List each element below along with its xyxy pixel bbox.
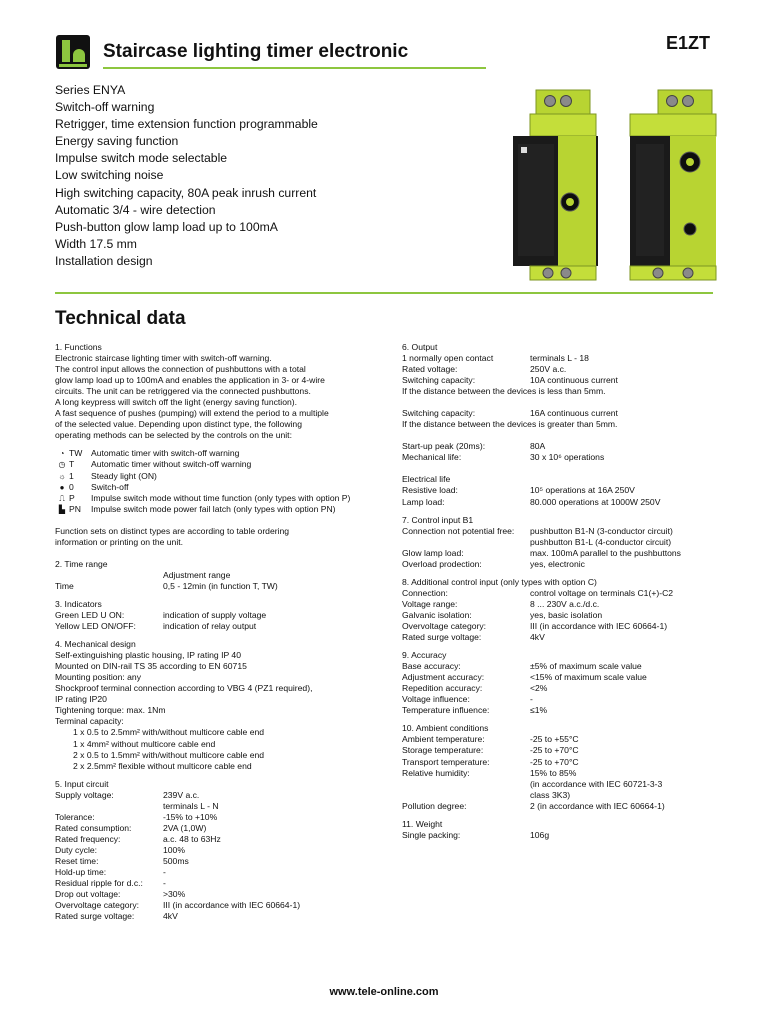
tech-column-left: 1. Functions Electronic staircase lighting timer with switch-off warning. The control input allows the connection of pushbuttons with a total glow lamp load up to 100mA and enables the application in 3- or 4-wire circuits. The unit can be retriggered via the connected pushbuttons. A long keypress will switch off the light (energy saving function). A fast sequence of pushes (pumping) will extend the period to a multiple of the selected value. Depending upon distinct type, the following operating methods can be selected by the controls on the unit: ◔ TW Automatic timer with switch-off warning ◷ T Automatic timer without switch-off warning ☼ 1 Steady light (ON) ● 0 Switch-off ⎍ P Impulse switch mode without time function (only types with option P) ▙ PN Impulse switch mode power fail latch (only types with option PN) Function sets on distinct types are according to table ordering information or printing on the unit. 2. Time range Adjustment range Time 0,5 - 12min (in function T, TW) 3. Indicators Green LED U ON: indication of supply voltage Yellow LED ON/OFF: indication of relay output 4. Mechanical design Self-extinguishing plastic housing, IP rating IP 40 Mounted on DIN-rail TS 35 according to EN 60715 Mounting position: any Shockproof terminal connection according to VBG 4 (PZ1 required), IP rating IP20 Tightening torque: max. 1Nm Terminal capacity: 1 x 0.5 to 2.5mm² with/without multicore cable end 1 x 4mm² without multicore cable end 2 x 0.5 to 1.5mm² with/without multicore cable end 2 x 2.5mm² flexible without multicore cable end 5. Input circuit Supply voltage: 239V a.c. terminals L - N Tolerance: -15% to +10% Rated consumption: 2VA (1,0W) Rated frequency: a.c. 48 to 63Hz Duty cycle: 100% Reset time: 500ms Hold-up time: - Residual ripple for d.c.: - Drop out voltage: >30% Overvoltage category: III (in accordance with IEC 60664-1) Rated surge voltage: 4kV xyxy=(55,342,385,922)
accuracy-heading: 9. Accuracy xyxy=(402,650,447,661)
functions-line: glow lamp load up to 100mA and enables the application in 3- or 4-wire xyxy=(55,375,325,386)
functions-line: The control input allows the connection of pushbuttons with a total xyxy=(55,364,306,375)
light-icon: ☼ xyxy=(58,471,66,481)
feature-item: Width 17.5 mm xyxy=(55,236,137,251)
capacity-line: 2 x 2.5mm² flexible without multicore cable end xyxy=(73,760,252,771)
electrical-life-heading: Electrical life xyxy=(402,474,451,485)
output-note: If the distance between the devices is greater than 5mm. xyxy=(402,419,618,430)
time-range-col-header: Adjustment range xyxy=(163,569,231,580)
time-range-value: 0,5 - 12min (in function T, TW) xyxy=(163,580,278,591)
ambient-row: Storage temperature: -25 to +70°C xyxy=(402,745,579,756)
functions-line: A fast sequence of pushes (pumping) will extend the period to a multiple xyxy=(55,408,329,419)
additional-input-heading: 8. Additional control input (only types with option C) xyxy=(402,576,597,587)
additional-row: Overvoltage category: III (in accordance with IEC 60664-1) xyxy=(402,620,668,631)
control-input-heading: 7. Control input B1 xyxy=(402,514,474,525)
functions-note: information or printing on the unit. xyxy=(55,536,184,547)
feature-item: Impulse switch mode selectable xyxy=(55,151,228,166)
brand-logo xyxy=(56,35,90,69)
functions-note: Function sets on distinct types are according to table ordering xyxy=(55,525,290,536)
indicators-heading: 3. Indicators xyxy=(55,598,102,609)
accuracy-row: Temperature influence: ≤1% xyxy=(402,705,548,716)
additional-row: Voltage range: 8 ... 230V a.c./d.c. xyxy=(402,598,600,609)
accuracy-row: Repedition accuracy: <2% xyxy=(402,683,548,694)
output-row: Start-up peak (20ms): 80A xyxy=(402,441,546,452)
device-angled-view xyxy=(630,90,716,280)
product-image xyxy=(508,84,728,286)
output-note: If the distance between the devices is less than 5mm. xyxy=(402,386,606,397)
input-row: Overvoltage category: III (in accordance with IEC 60664-1) xyxy=(55,900,301,911)
feature-item: Series ENYA xyxy=(55,83,126,97)
ambient-row: class 3K3) xyxy=(530,789,571,800)
ambient-row: (in accordance with IEC 60721-3-3 xyxy=(530,778,663,789)
mechanical-line: Shockproof terminal connection according to VBG 4 (PZ1 required), xyxy=(55,683,313,694)
additional-row: Galvanic isolation: yes, basic isolation xyxy=(402,609,603,620)
device-front-view xyxy=(513,90,598,280)
capacity-line: 2 x 0.5 to 1.5mm² with/without multicore cable end xyxy=(73,749,265,760)
section-divider xyxy=(55,292,713,294)
input-row: terminals L - N xyxy=(163,800,219,811)
output-row: 1 normally open contact terminals L - 18 xyxy=(402,353,589,364)
additional-row: Connection: control voltage on terminals C1(+)-C2 xyxy=(402,587,674,598)
mechanical-line: Self-extinguishing plastic housing, IP rating IP 40 xyxy=(55,650,241,661)
additional-row: Rated surge voltage: 4kV xyxy=(402,632,545,643)
feature-item: Push-button glow lamp load up to 100mA xyxy=(55,219,278,234)
mechanical-heading: 4. Mechanical design xyxy=(55,639,136,650)
input-row: Supply voltage: 239V a.c. xyxy=(55,789,200,800)
functions-line: of the selected value. Depending upon distinct type, the following xyxy=(55,419,302,430)
mode-row: ◔ TW Automatic timer with switch-off warning xyxy=(55,448,385,459)
functions-line: A long keypress will switch off the light (energy saving function). xyxy=(55,397,298,408)
feature-item: High switching capacity, 80A peak inrush current xyxy=(55,185,317,200)
timer-warning-icon: ◔ xyxy=(59,449,65,459)
impulse-icon: ⎍ xyxy=(59,493,65,503)
timer-icon: ◷ xyxy=(58,460,66,470)
footer-url[interactable]: www.tele-online.com xyxy=(329,986,439,998)
feature-item: Low switching noise xyxy=(55,168,164,183)
ambient-row: Relative humidity: 15% to 85% xyxy=(402,767,577,778)
input-heading: 5. Input circuit xyxy=(55,778,109,789)
functions-line: Electronic staircase lighting timer with switch-off warning. xyxy=(55,353,272,364)
functions-line: circuits. The unit can be retriggered via the connected pushbuttons. xyxy=(55,386,311,397)
input-row: Drop out voltage: >30% xyxy=(55,889,186,900)
control-row: Glow lamp load: max. 100mA parallel to the pushbuttons xyxy=(402,547,681,558)
accuracy-row: Voltage influence: - xyxy=(402,694,533,705)
weight-heading: 11. Weight xyxy=(402,818,443,829)
time-range-heading: 2. Time range xyxy=(55,558,108,569)
output-row: Switching capacity: 10A continuous current xyxy=(402,375,618,386)
capacity-line: 1 x 4mm² without multicore cable end xyxy=(73,738,216,749)
feature-item: Installation design xyxy=(55,253,153,268)
ambient-row: Transport temperature: -25 to +70°C xyxy=(402,756,579,767)
mechanical-line: Mounted on DIN-rail TS 35 according to EN 60715 xyxy=(55,661,247,672)
capacity-line: 1 x 0.5 to 2.5mm² with/without multicore cable end xyxy=(73,727,265,738)
feature-item: Retrigger, time extension function programmable xyxy=(55,117,318,132)
mode-row: ⎍ P Impulse switch mode without time function (only types with option P) xyxy=(55,493,385,504)
input-row: Hold-up time: - xyxy=(55,867,166,878)
input-row: Tolerance: -15% to +10% xyxy=(55,811,218,822)
accuracy-row: Base accuracy: ±5% of maximum scale value xyxy=(402,661,642,672)
feature-list xyxy=(55,82,318,270)
technical-data-heading: Technical data xyxy=(55,308,186,329)
latch-icon: ▙ xyxy=(58,504,66,514)
feature-item: Switch-off warning xyxy=(55,100,155,115)
output-heading: 6. Output xyxy=(402,342,438,352)
input-row: Duty cycle: 100% xyxy=(55,844,185,855)
title-underline xyxy=(103,67,486,69)
control-row: pushbutton B1-L (4-conductor circuit) xyxy=(530,536,672,547)
output-row: Rated voltage: 250V a.c. xyxy=(402,364,567,375)
feature-item: Energy saving function xyxy=(55,134,179,149)
mechanical-line: Terminal capacity: xyxy=(55,716,124,727)
output-row: Resistive load: 10⁵ operations at 16A 250V xyxy=(402,485,635,496)
control-row: Connection not potential free: pushbutton B1-N (3-conductor circuit) xyxy=(402,525,673,536)
input-row: Rated surge voltage: 4kV xyxy=(55,911,178,922)
mode-row: ◷ T Automatic timer without switch-off warning xyxy=(55,459,385,470)
tech-column-right xyxy=(402,342,722,841)
output-row: Lamp load: 80.000 operations at 1000W 250V xyxy=(402,496,661,507)
mechanical-line: IP rating IP20 xyxy=(55,694,107,705)
ambient-heading: 10. Ambient conditions xyxy=(402,723,489,734)
input-row: Reset time: 500ms xyxy=(55,855,189,866)
mechanical-line: Tightening torque: max. 1Nm xyxy=(55,705,166,716)
weight-row: Single packing: 106g xyxy=(402,829,550,840)
input-row: Rated frequency: a.c. 48 to 63Hz xyxy=(55,833,221,844)
switch-off-icon: ● xyxy=(59,482,65,492)
mode-row: ☼ 1 Steady light (ON) xyxy=(55,471,385,482)
control-row: Overload prodection: yes, electronic xyxy=(402,558,585,569)
feature-item: Automatic 3/4 - wire detection xyxy=(55,202,216,217)
functions-heading: 1. Functions xyxy=(55,342,102,352)
ambient-row: Ambient temperature: -25 to +55°C xyxy=(402,734,579,745)
input-row: Rated consumption: 2VA (1,0W) xyxy=(55,822,207,833)
mode-row: ● 0 Switch-off xyxy=(55,482,385,493)
accuracy-row: Adjustment accuracy: <15% of maximum scale value xyxy=(402,672,647,683)
product-code: E1ZT xyxy=(666,33,711,53)
indicator-row: Yellow LED ON/OFF: indication of relay output xyxy=(55,621,257,632)
indicator-row: Green LED U ON: indication of supply voltage xyxy=(55,609,267,620)
mode-row: ▙ PN Impulse switch mode power fail latch (only types with option PN) xyxy=(55,504,385,515)
functions-line: operating methods can be selected by the controls on the unit: xyxy=(55,430,292,441)
ambient-row: Pollution degree: 2 (in accordance with IEC 60664-1) xyxy=(402,800,665,811)
input-row: Residual ripple for d.c.: - xyxy=(55,878,166,889)
output-row: Mechanical life: 30 x 10⁶ operations xyxy=(402,452,605,463)
output-row: Switching capacity: 16A continuous current xyxy=(402,408,618,419)
page-title: Staircase lighting timer electronic xyxy=(103,41,409,62)
mechanical-line: Mounting position: any xyxy=(55,672,141,683)
